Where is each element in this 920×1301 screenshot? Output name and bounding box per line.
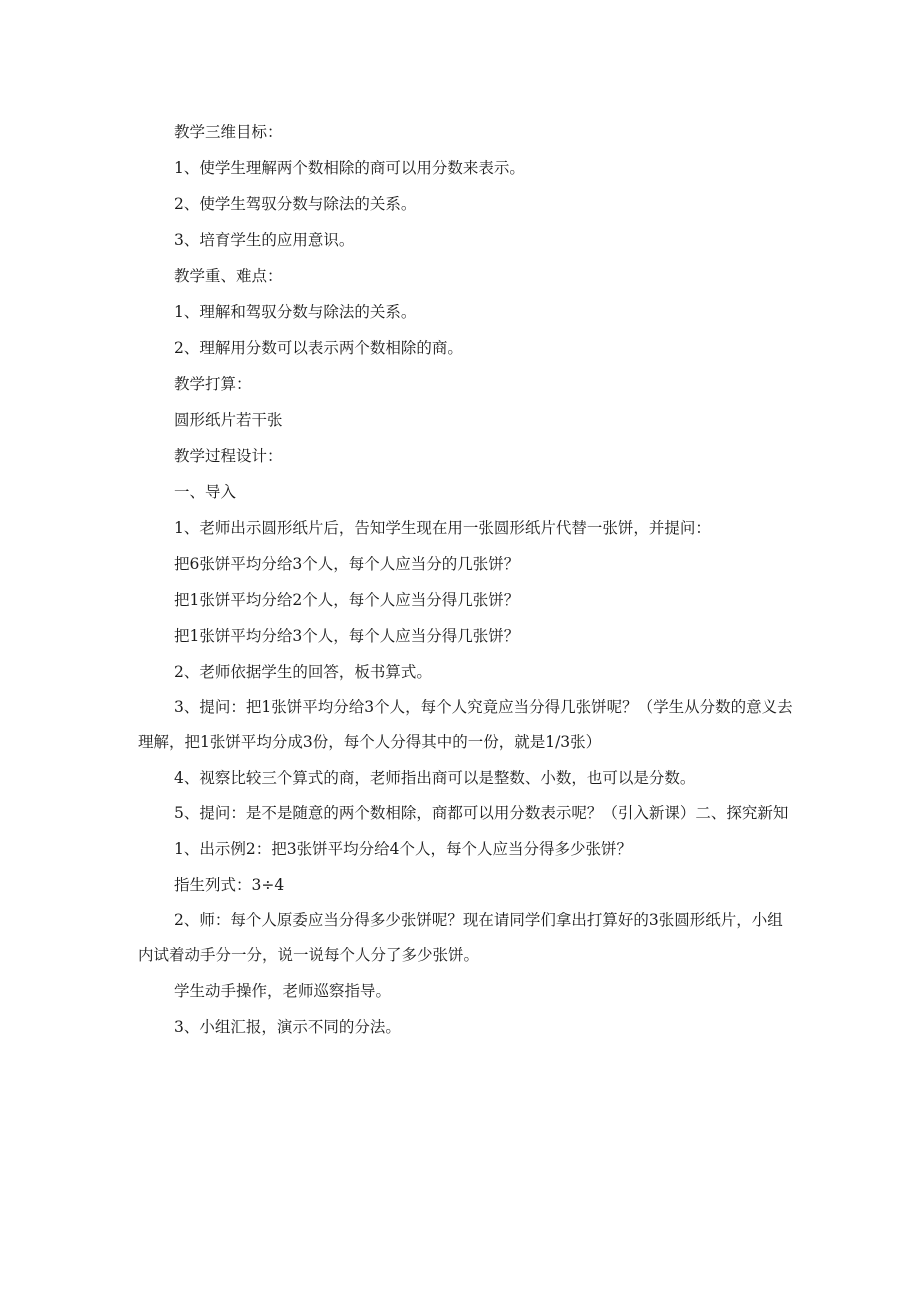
intro-question-3: 把1张饼平均分给3个人，每个人应当分得几张饼？	[174, 627, 520, 645]
section-heading-preparation: 教学打算：	[174, 375, 252, 393]
explore-step-1: 1、出示例2：把3张饼平均分给4个人，每个人应当分得多少张饼？	[174, 840, 632, 858]
objective-item-2: 2、使学生驾驭分数与除法的关系。	[174, 195, 417, 213]
objective-item-1: 1、使学生理解两个数相除的商可以用分数来表示。	[174, 159, 525, 177]
intro-step-5: 5、提问：是不是随意的两个数相除，商都可以用分数表示呢？（引入新课）二、探究新知	[174, 804, 789, 822]
section-heading-key-points: 教学重、难点：	[174, 267, 283, 285]
objective-item-3: 3、培育学生的应用意识。	[174, 231, 355, 249]
section-heading-objectives: 教学三维目标：	[174, 123, 283, 141]
preparation-item: 圆形纸片若干张	[174, 411, 283, 429]
intro-step-2: 2、老师依据学生的回答，板书算式。	[174, 663, 432, 681]
subsection-heading-intro: 一、导入	[174, 483, 237, 501]
key-point-item-1: 1、理解和驾驭分数与除法的关系。	[174, 303, 417, 321]
explore-step-3: 3、小组汇报，演示不同的分法。	[174, 1018, 401, 1036]
explore-activity: 学生动手操作，老师巡察指导。	[174, 982, 392, 1000]
intro-step-3: 3、提问：把1张饼平均分给3个人，每个人究竟应当分得几张饼呢？（学生从分数的意义去理解，把1张饼平均分成3份，每个人分得其中的一份，就是1/3张）	[138, 698, 793, 751]
explore-step-2: 2、师：每个人原委应当分得多少张饼呢？现在请同学们拿出打算好的3张圆形纸片，小组内试着动手分一分，说一说每个人分了多少张饼。	[138, 911, 783, 964]
explore-expression: 指生列式：3÷4	[174, 876, 285, 894]
intro-step-1: 1、老师出示圆形纸片后，告知学生现在用一张圆形纸片代替一张饼，并提问：	[174, 519, 711, 537]
intro-question-1: 把6张饼平均分给3个人，每个人应当分的几张饼？	[174, 555, 520, 573]
intro-step-4: 4、视察比较三个算式的商，老师指出商可以是整数、小数，也可以是分数。	[174, 769, 696, 787]
section-heading-process: 教学过程设计：	[174, 447, 283, 465]
key-point-item-2: 2、理解用分数可以表示两个数相除的商。	[174, 339, 463, 357]
intro-question-2: 把1张饼平均分给2个人，每个人应当分得几张饼？	[174, 591, 520, 609]
document-body	[138, 114, 798, 1045]
